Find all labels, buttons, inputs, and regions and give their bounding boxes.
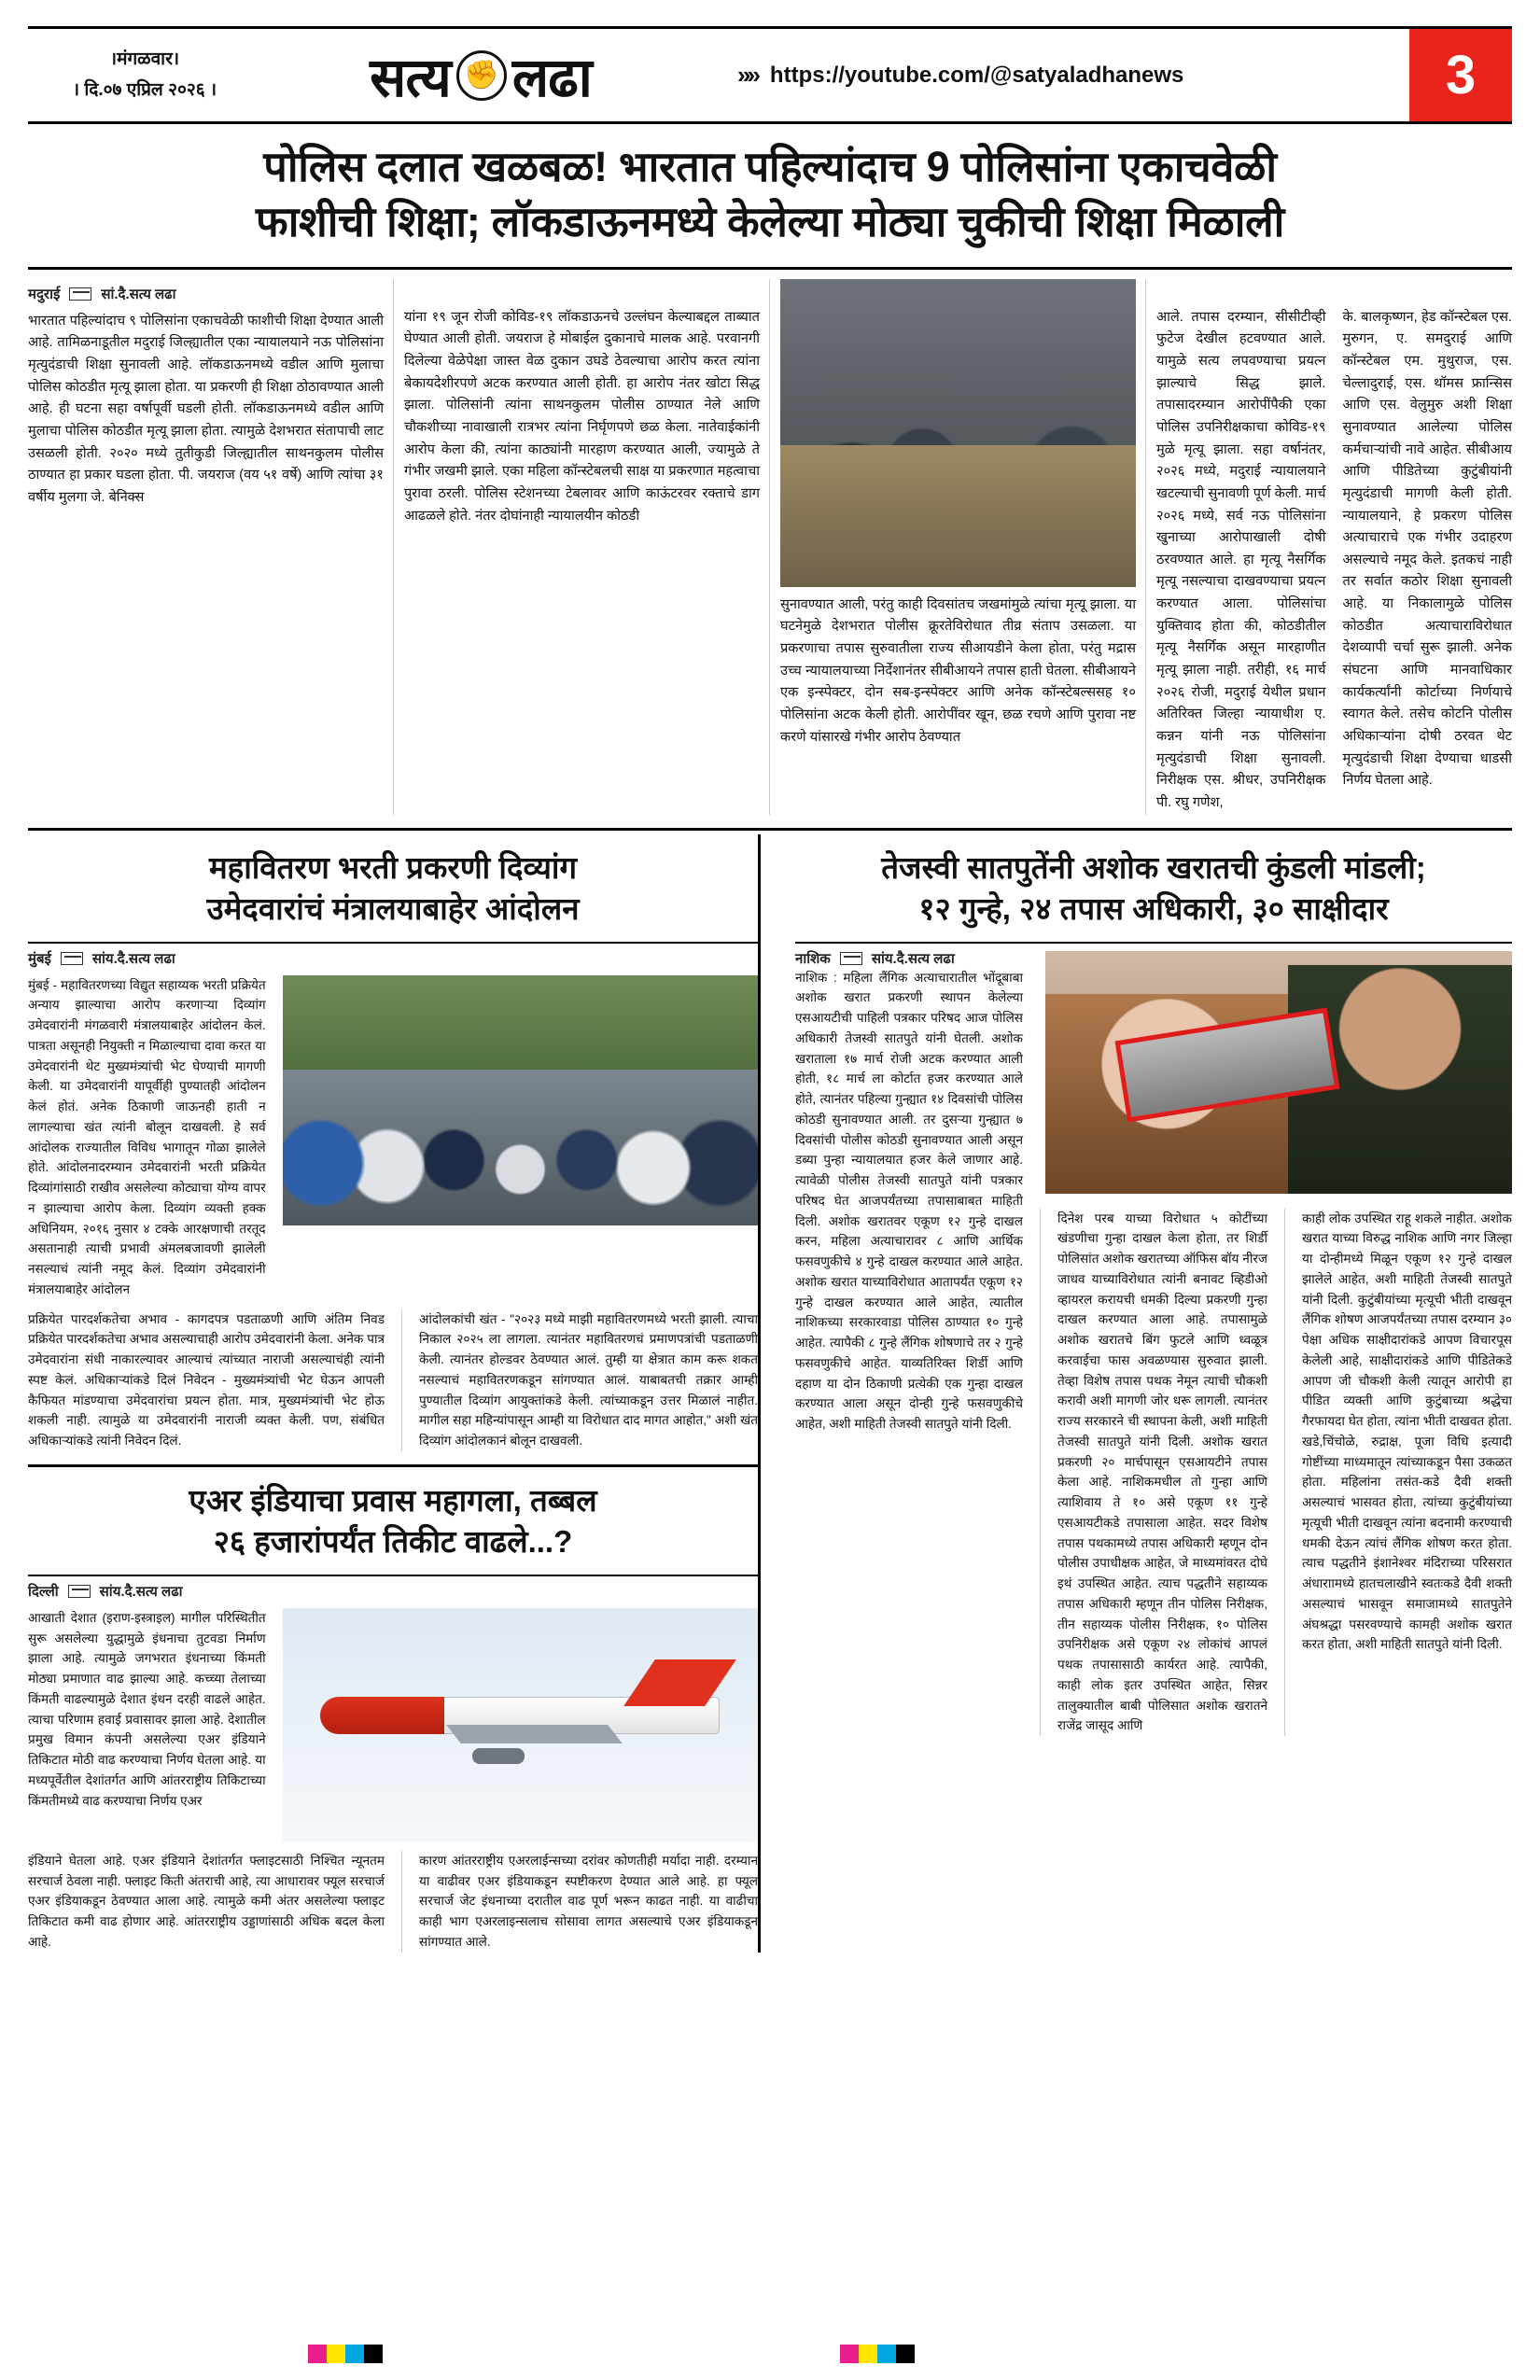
lead-text-3: सुनावण्यात आली, परंतु काही दिवसांतच जखमांमुळे त्यांचा मृत्यू झाला. या घटनेमुळे देशभरात पोलीस क्रूरतेविरोधात तीव्र संताप उसळला. या प्रकरणाचा तपास सुरुवातीला राज्य सीआयडीने केला होता, परंतु मद्रास उच्च न्यायालयाच्या निर्देशानंतर सीबीआयने तपास हाती घेतला. सीबीआयने एक इन्स्पेक्टर, दोन सब-इन्स्पेक्टर आणि अनेक कॉन्स्टेबल्ससह १० पोलिसांना अटक केली होती. आरोपींवर खून, छळ रचणे आणि पुरावा नष्ट करणे यांसारखे गंभीर आरोप ठेवण्यात — [780, 596, 1136, 745]
mahavitaran-byline — [28, 944, 758, 975]
mahavitaran-headline — [28, 834, 758, 942]
mahavitaran-text-3: आंदोलकांची खंत - "२०२३ मध्ये माझी महावितरणमध्ये भरती झाली. त्याचा निकाल २०२५ ला लागला. त्यानंतर महावितरणचं प्रमाणपत्रांची पडताळणी केली. त्यानंतर होल्डवर ठेवण्यात आलं. तुम्ही या क्षेत्रात काम करू शकत नसल्याचं महावितरणकडून सांगण्यात आलं. याबाबतची तक्रार आम्ही पुण्यातील दिव्यांग आयुक्तांकडे केली. त्यांच्याकडून उत्तर मिळालं नाहीत. मागील सहा महिन्यांपासून आम्ही या विरोधात दाद मागत आहोत," अशी खंत दिव्यांग आंदोलकानं बोलून दाखवली. — [401, 1309, 758, 1451]
mid-section — [28, 834, 1512, 1953]
lead-article-body — [28, 270, 1512, 831]
masthead-date: । दि.०७ एप्रिल २०२६ । — [72, 79, 217, 100]
masthead-day: ।मंगळवार। — [109, 49, 180, 70]
mahavitaran-text-2: प्रक्रियेत पारदर्शकतेचा अभाव - कागदपत्र पडताळणी आणि अंतिम निवड प्रक्रियेत पारदर्शकतेचा अभाव असल्याचाही आरोप उमेदवारांनी केला. अनेक पात्र उमेदवारांना संधी नाकारल्यावर आल्याचं त्यांच्यात नाराजी असल्याचंही त्यांनी स्पष्ट केलं. अधिकाऱ्यांकडे दिलं निवेदन - मुख्यमंत्र्यांची भेट घेऊन आपली कैफियत मांडण्याचा उमेदवारांचा प्रयत्न होता. मात्र, मुख्यमंत्र्यांची भेट होऊ शकली नाही. त्यामुळे या उमेदवारांनी नाराजी व्यक्त केली. पण, संबंधित अधिकाऱ्यांकडे त्यांनी निवेदन दिलं. — [28, 1311, 385, 1449]
masthead-title-right: लढा — [511, 48, 592, 108]
lead-byline-place: मदुराई — [28, 286, 61, 302]
story-air-india — [28, 1467, 758, 1953]
airindia-byline-source: सांय.दै.सत्य लढा — [99, 1583, 183, 1600]
satpute-headline — [795, 834, 1512, 942]
mahavitaran-text-1: मुंबई - महावितरणच्या विद्युत सहाय्यक भरती प्रक्रियेत अन्याय झाल्याचा आरोप करणाऱ्या दिव्यांग उमेदवारांनी मंगळवारी मंत्रालयाबाहेर आंदोलन केलं. पात्रता असूनही नियुक्ती न मिळाल्याचा दावा करत या उमेदवारांनी थेट मुख्यमंत्र्यांची भेट घेण्याची मागणी केली. या उमेदवारांनी यापूर्वीही पुण्यातही आंदोलन केलं होतं. अनेक ठिकाणी जाऊनही हाती न लागल्याचा खंत त्यांनी बोलून दाखवली. हे सर्व आंदोलक राज्यातील विविध भागातून गोळा झालेले होते. आंदोलनादरम्यान उमेदवारांनी भरती प्रक्रियेत दिव्यांगांसाठी राखीव असलेल्या कोट्याचा योग्य वापर न झाल्याचा आरोप केला. दिव्यांग व्यक्ती हक्क अधिनियम, २०१६ नुसार ४ टक्के आरक्षणाची तरतूद असतानाही त्याची प्रभावी अंमलबजावणी झालेली नसल्याचं त्यांनी नमूद केलं. दिव्यांग उमेदवारांनी मंत्रालयाबाहेर आंदोलन — [28, 977, 266, 1296]
lead-column-1 — [28, 279, 384, 815]
masthead — [28, 26, 1512, 124]
color-bars-left — [308, 2345, 383, 2363]
satpute-headline-line2: १२ गुन्हे, २४ तपास अधिकारी, ३० साक्षीदार — [918, 891, 1389, 927]
right-column-group — [782, 834, 1512, 1953]
lead-column-4 — [1156, 279, 1512, 815]
lead-text-1: भारतात पहिल्यांदाच ९ पोलिसांना एकाचवेळी फाशीची शिक्षा देण्यात आली आहे. तामिळनाडूतील मदुराई जिल्ह्यातील एका न्यायालयाने नऊ पोलिसांना मृत्युदंडाची शिक्षा सुनावली आहे. लॉकडाऊनमध्ये वडील आणि मुलाचा पोलिस कोठडीत मृत्यू झाला होता. या प्रकरणी ही शिक्षा ठोठावण्यात आली आहे. ही घटना सहा वर्षापूर्वी घडली होती. लॉकडाऊनमध्ये वडील आणि मुलाचा पोलिस कोठडीत मृत्यू झाला होता. त्यामुळे देशभरात संतापाची लाट उसळली होती. २०२० मध्ये तुतीकुडी जिल्ह्यातील साथनकुलम पोलीस ठाण्यात हा प्रकार घडला होता. पी. जयराज (वय ५१ वर्षे) आणि त्यांचा ३१ वर्षीय मुलगा जे. बेनिक्स — [28, 313, 384, 505]
pen-icon — [61, 952, 83, 965]
lead-byline-source: सां.दै.सत्य लढा — [101, 286, 176, 302]
mahavitaran-byline-source: सांय.दै.सत्य लढा — [91, 950, 175, 967]
pen-icon — [69, 287, 91, 301]
story-mahavitaran — [28, 834, 758, 1451]
satpute-byline-place: नाशिक — [795, 950, 831, 967]
airindia-headline — [28, 1467, 758, 1575]
satpute-text-1: नाशिक : महिला लैंगिक अत्याचारातील भोंदूबाबा अशोक खरात प्रकरणी स्थापन केलेल्या एसआयटीची पाहिली पत्रकार परिषद आज पोलिस अधिकारी तेजस्वी सातपुते यांनी घेतली. अशोक खराताला १७ मार्च रोजी अटक करण्यात आली होती, १८ मार्च ला कोर्टात हजर करण्यात आले होते, त्यानंतर पहिल्या गुन्ह्यात १४ दिवसांची पोलिस कोठडी सुनावण्यात आली. तर दुसऱ्या गुन्ह्यात ७ दिवसांची पोलीस कोठडी सुनावण्यात आली असून डब्या पुन्हा न्यायालयात हजर केले जाणार आहे. त्यावेळी पोलीस तेजस्वी सातपुते यांनी पत्रकार परिषद घेत आजपर्यंतच्या तपासाबाबत माहिती दिली. अशोक खरातवर एकूण १२ गुन्हे दाखल करन, महिला अत्याचारावर ८ आणि आर्थिक फसवणुकीचे ४ गुन्हे दाखल करण्यात आले आहेत. अशोक खरात याच्याविरोधात आतापर्यंत एकूण १२ गुन्हे दाखल करण्यात आले आहेत, त्यातील नाशिकच्या सरकारवाडा पोलिस ठाण्यात १० गुन्हे आहेत. त्यापैकी ८ गुन्हे लैंगिक शोषणाचे तर २ गुन्हे फसवणुकीचे आहेत. याव्यतिरिक्त शिर्डी आणि दहाण या दोन ठिकाणी प्रत्येकी एक गुन्हा दाखल करण्यात आला असून दोन्ही गुन्हे फसवणुकीचे आहेत, अशी माहिती तेजस्वी सातपुते यांनी दिली. — [795, 970, 1023, 1432]
satpute-byline-source: सांय.दै.सत्य लढा — [871, 950, 955, 967]
lead-headline — [28, 124, 1512, 270]
satpute-text-3: काही लोक उपस्थित राहू शकले नाहीत. अशोक खरात याच्या विरुद्ध नाशिक आणि नगर जिल्हा या दोन्हीमध्ये मिळून एकूण १२ गुन्हे दाखल झालेले आहेत, अशी माहिती तेजस्वी सातपुते यांनी दिली. कुटुंबीयांच्या मृत्यूची भीती दाखवून लैंगिक शोषण आजपर्यंतच्या तपास दरम्यान ३० पेक्षा अधिक साक्षीदारांकडे आपण विचारपूस केलेली आहे, साक्षीदारांकडे आणि पीडितेकडे आपण जी चौकशी केली त्यातून आरोपी हा पीडित व्यक्ती आणि कुटुंबाच्या श्रद्धेचा गैरफायदा घेत होता, त्यांना भीती दाखवत होता. खडे,चिंचोळे, रुद्राक्ष, पूजा विधि इत्यादी गोष्टींच्या माध्यमातून त्यांच्याकडून पैसा उकळत होता. महिलांना तसंत-कडे दैवी शक्ती असल्याचं भासवत होता, त्यांच्या कुटुंबीयांच्या मृत्यूची भीती दाखवून त्यांना बदनामी करण्याची धमकी देऊन त्यांचं लैंगिक शोषण करत होता. त्याच पद्धतीने इंशानेश्वर मंदिराच्या परिसरात अंधाराामध्ये हातचलाखीने स्वतःकडे दैवी शक्ती असल्याचं भासवून समाजामध्ये सातपुतेने अंघश्रद्धा पसरवण्याचे कामही अशोक खरात करत होता, अशी माहिती सातपुते यांनी दिली. — [1284, 1209, 1512, 1737]
airindia-headline-line1: एअर इंडियाचा प्रवास महागला, तब्बल — [189, 1482, 597, 1518]
lead-byline — [28, 279, 384, 311]
airindia-text-2: इंडियाने घेतला आहे. एअर इंडियाने देशांतर्गत फ्लाइटसाठी निश्चित न्यूनतम सरचार्ज ठेवला नाही. फ्लाइट किती अंतराची आहे, त्या आधारावर फ्यूल सरचार्ज एअर इंडियाकडून ठेवण्यात आला आहे. त्यामुळे कमी अंतर असलेल्या फ्लाइट तिकिटात कमी वाढ होणार आहे. आंतरराष्ट्रीय उड्डाणांसाठी अधिक बदल केला आहे. — [28, 1853, 385, 1949]
double-chevron-right-icon: »» — [737, 61, 757, 89]
fist-icon: ✊ — [456, 50, 507, 101]
satpute-headline-line1: तेजस्वी सातपुतेंनी अशोक खरातची कुंडली मांडली; — [881, 849, 1426, 885]
airindia-text-1: आखाती देशात (इराण-इस्त्राइल) मागील परिस्थितीत सुरू असलेल्या युद्धामुळे इंधनाचा तुटवडा निर्माण झाला आहे. त्यामुळे जगभरात इंधनाच्या किंमती मोठ्या प्रमाणात वाढ झाल्या आहे. कच्च्या तेलाच्या किंमती वाढल्यामुळे देशात इंधन दरही वाढले आहेत. त्याचा परिणाम हवाई प्रवासावर झाला आहे. देशातील प्रमुख विमान कंपनी असलेल्या एअर इंडियाने तिकिटात मोठी वाढ करण्याचा निर्णय घेतला आहे. या मध्यपूर्वेतील देशांतर्गत आणि आंतरराष्ट्रीय तिकिटाच्या किंमतीमध्ये वाढ करण्याचा निर्णय एअर — [28, 1610, 266, 1808]
left-column-group — [28, 834, 758, 1953]
page-number: 3 — [1409, 29, 1512, 121]
lead-text-4b: के. बालकृष्णन, हेड कॉन्स्टेबल एस. मुरुगन, ए. समदुराई आणि कॉन्स्टेबल एम. मुथुराज, एस. चेल्लादुराई, एस. थॉमस फ्रान्सिस आणि एस. वेलुमुरु अशी शिक्षा सुनावण्यात आलेल्या पोलिस कर्मचाऱ्यांची नावे आहेत. सीबीआय आणि पीडितेच्या कुटुंबीयांनी मृत्युदंडाची मागणी केली होती. न्यायालयाने, हे प्रकरण पोलिस अत्याचाराचे एक गंभीर उदाहरण असल्याचे नमूद केले. इतकचं नाही तर सर्वात कठोर शिक्षा सुनावली आहे. या निकालामुळे पोलिस कोठडीत अत्याचाराविरोधात देशव्यापी चर्चा सुरू झाली. अनेक संघटना आणि मानवाधिकार कार्यकर्त्यांनी कोर्टाच्या निर्णयाचे स्वागत केले. तसेच कोटनि पोलीस अधिकाऱ्यांना दोषी ठरवत थेट मृत्युदंडाची शिक्षा देण्याचा धाडसी निर्णय घेतला आहे. — [1342, 309, 1512, 789]
story-satpute — [795, 834, 1512, 1737]
masthead-date-block — [28, 29, 261, 121]
protest-photo — [283, 975, 758, 1225]
masthead-logo — [261, 29, 700, 121]
mahavitaran-byline-place: मुंबई — [28, 950, 51, 967]
airindia-byline — [28, 1576, 758, 1608]
satpute-kharat-photo — [1045, 951, 1512, 1194]
satpute-text-2: दिनेश परब याच्या विरोधात ५ कोटींच्या खंडणीचा गुन्हा दाखल केला होता, तर शिर्डी पोलिसांत अशोक खरातच्या ऑफिस बॉय नीरज जाधव याच्याविरोधात त्यांनी बनावट व्हिडीओ व्हायरल करायची धमकी दिल्या प्रकरणी गुन्हा दाखल करण्यात आला आहे. तपासामुळे अशोक खरातचे बिंग फुटले आणि ध्वळूत्र करवाईचा फास अवळण्यास सुरुवात झाली. तेव्हा विशेष तपास पथक नेमून त्याची चौकशी करावी अशी मागणी जोर धरू लागली. त्यानंतर राज्य सरकारने ची स्थापना केली, अशी माहिती तेजस्वी सातपुते यांनी दिली. अशोक खरात प्रकरणी २० मार्चपासून एसआयटीने तपास केला आहे. नाशिकमधील तो गुन्हा आणि त्याशिवाय ते १० असे एकूण ११ गुन्हे एसआयटीकडे तपासाला आहेत. सदर विशेष तपास पथकामध्ये तपास अधिकारी म्हणून दोन पोलीस उपाधीक्षक आहेत, जे माध्यमांवरत दोघे इथं उपस्थित आहेत. त्याच पद्धतीने सहाय्यक तपास अधिकारी म्हणून तीन पोलिस निरीक्षक, तीन सहाय्यक पोलीस निरीक्षक, १० पोलिस उपनिरीक्षक असे एकूण २४ लोकांचं आपलं पथक तपासासाठी कार्यरत आहे. त्यापैकी, काही लोक इतर उपस्थित आहेत, सिन्नर तालुक्यातील बाबी पोलिसात अशोक खरातने राजेंद्र जासूद आणि — [1040, 1209, 1267, 1737]
youtube-url[interactable]: https://youtube.com/@satyaladhanews — [769, 62, 1184, 88]
lead-column-3 — [780, 279, 1136, 815]
lead-text-2: यांना १९ जून रोजी कोविड-१९ लॉकडाऊनचे उल्लंघन केल्याबद्दल ताब्यात घेण्यात आली होती. जयराज हे मोबाईल दुकानाचे मालक आहे. परवानगी दिलेल्या वेळेपेक्षा जास्त वेळ दुकान उघडे ठेवल्याचा आरोप करत त्यांना बेकायदेशीरपणे अटक करण्यात आली होती. हा आरोप नंतर खोटा सिद्ध झाला. पोलिसांनी त्यांना साथनकुलम पोलीस ठाण्यात नेले आणि चौकशीच्या नावाखाली रात्रभर त्यांना निर्घृणपणे छळ केला. नातेवाईकांनी आरोप केला की, त्यांना काठ्यांनी मारहाण करण्यात आली, ज्यामुळे ते गंभीर जखमी झाले. एका महिला कॉन्स्टेबलची साक्ष या प्रकरणात महत्वाचा पुरावा ठरली. पोलिस स्टेशनच्या टेबलावर आणि काऊंटरवर रक्ताचे डाग आढळले होते. नंतर दोघांनाही न्यायालयीन कोठडी — [404, 309, 760, 524]
pen-icon — [68, 1585, 91, 1598]
lead-text-4a: आले. तपास दरम्यान, सीसीटीव्ही फुटेज देखील हटवण्यात आले. यामुळे सत्य लपवण्याचा प्रयत्न झाल्याचे सिद्ध झाले. तपासादरम्यान आरोपींपैकी एका पोलिस उपनिरीक्षकाचा कोविड-१९ मुळे मृत्यू झाला. सहा वर्षानंतर, २०२६ मध्ये, मदुराई न्यायालयाने खटल्याची सुनावणी पूर्ण केली. मार्च २०२६ मध्ये, सर्व नऊ पोलिसांना खुनाच्या आरोपाखाली दोषी ठरवण्यात आले. हा मृत्यू नैसर्गिक मृत्यू नसल्याचा दाखवण्याचा प्रयत्न करण्यात आला. पोलिसांचा युक्तिवाद होता की, कोठडीतील मृत्यू नैसर्गिक असून मारहाणीत मृत्यू झाला नाही. तरीही, १६ मार्च २०२६ रोजी, मदुराई येथील प्रधान अतिरिक्त जिल्हा न्यायाधीश ए. कन्नन यांनी नऊ पोलिसांना मृत्युदंडाची शिक्षा सुनावली. निरीक्षक एस. श्रीधर, उपनिरीक्षक पी. रघु गणेश, — [1156, 309, 1326, 810]
lead-column-2 — [404, 279, 760, 815]
mahavitaran-headline-line2: उमेदवारांचं मंत्रालयाबाहेर आंदोलन — [206, 891, 580, 927]
color-bars-right — [840, 2345, 915, 2363]
masthead-url-block[interactable] — [700, 29, 1409, 121]
airindia-text-3: कारण आंतरराष्ट्रीय एअरलाईन्सच्या दरांवर कोणतीही मर्यादा नाही. दरम्यान या वाढीवर एअर इंडियाकडून स्पष्टीकरण देण्यात आले आहे. हा फ्यूल सरचार्ज जेट इंधनाच्या दरातील वाढ पूर्ण भरून काढत नाही. या वाढीचा काही भाग एअरलाइन्सलाच सोसावा लागत असल्याचे एअर इंडियाकडून सांगण्यात आले. — [401, 1851, 758, 1953]
lead-headline-line1: पोलिस दलात खळबळ! भारतात पहिल्यांदाच 9 पोलिसांना एकाचवेळी — [263, 143, 1277, 190]
pen-icon — [840, 952, 862, 965]
police-crowd-photo — [780, 279, 1136, 587]
airindia-headline-line2: २६ हजारांपर्यंत तिकीट वाढले...? — [213, 1524, 573, 1560]
masthead-title-left: सत्य — [370, 48, 451, 108]
airindia-byline-place: दिल्ली — [28, 1583, 59, 1600]
mahavitaran-headline-line1: महावितरण भरती प्रकरणी दिव्यांग — [208, 849, 578, 885]
air-india-plane-photo — [283, 1608, 758, 1841]
lead-headline-line2: फाशीची शिक्षा; लॉकडाऊनमध्ये केलेल्या मोठ्या चुकीची शिक्षा मिळाली — [256, 198, 1284, 246]
